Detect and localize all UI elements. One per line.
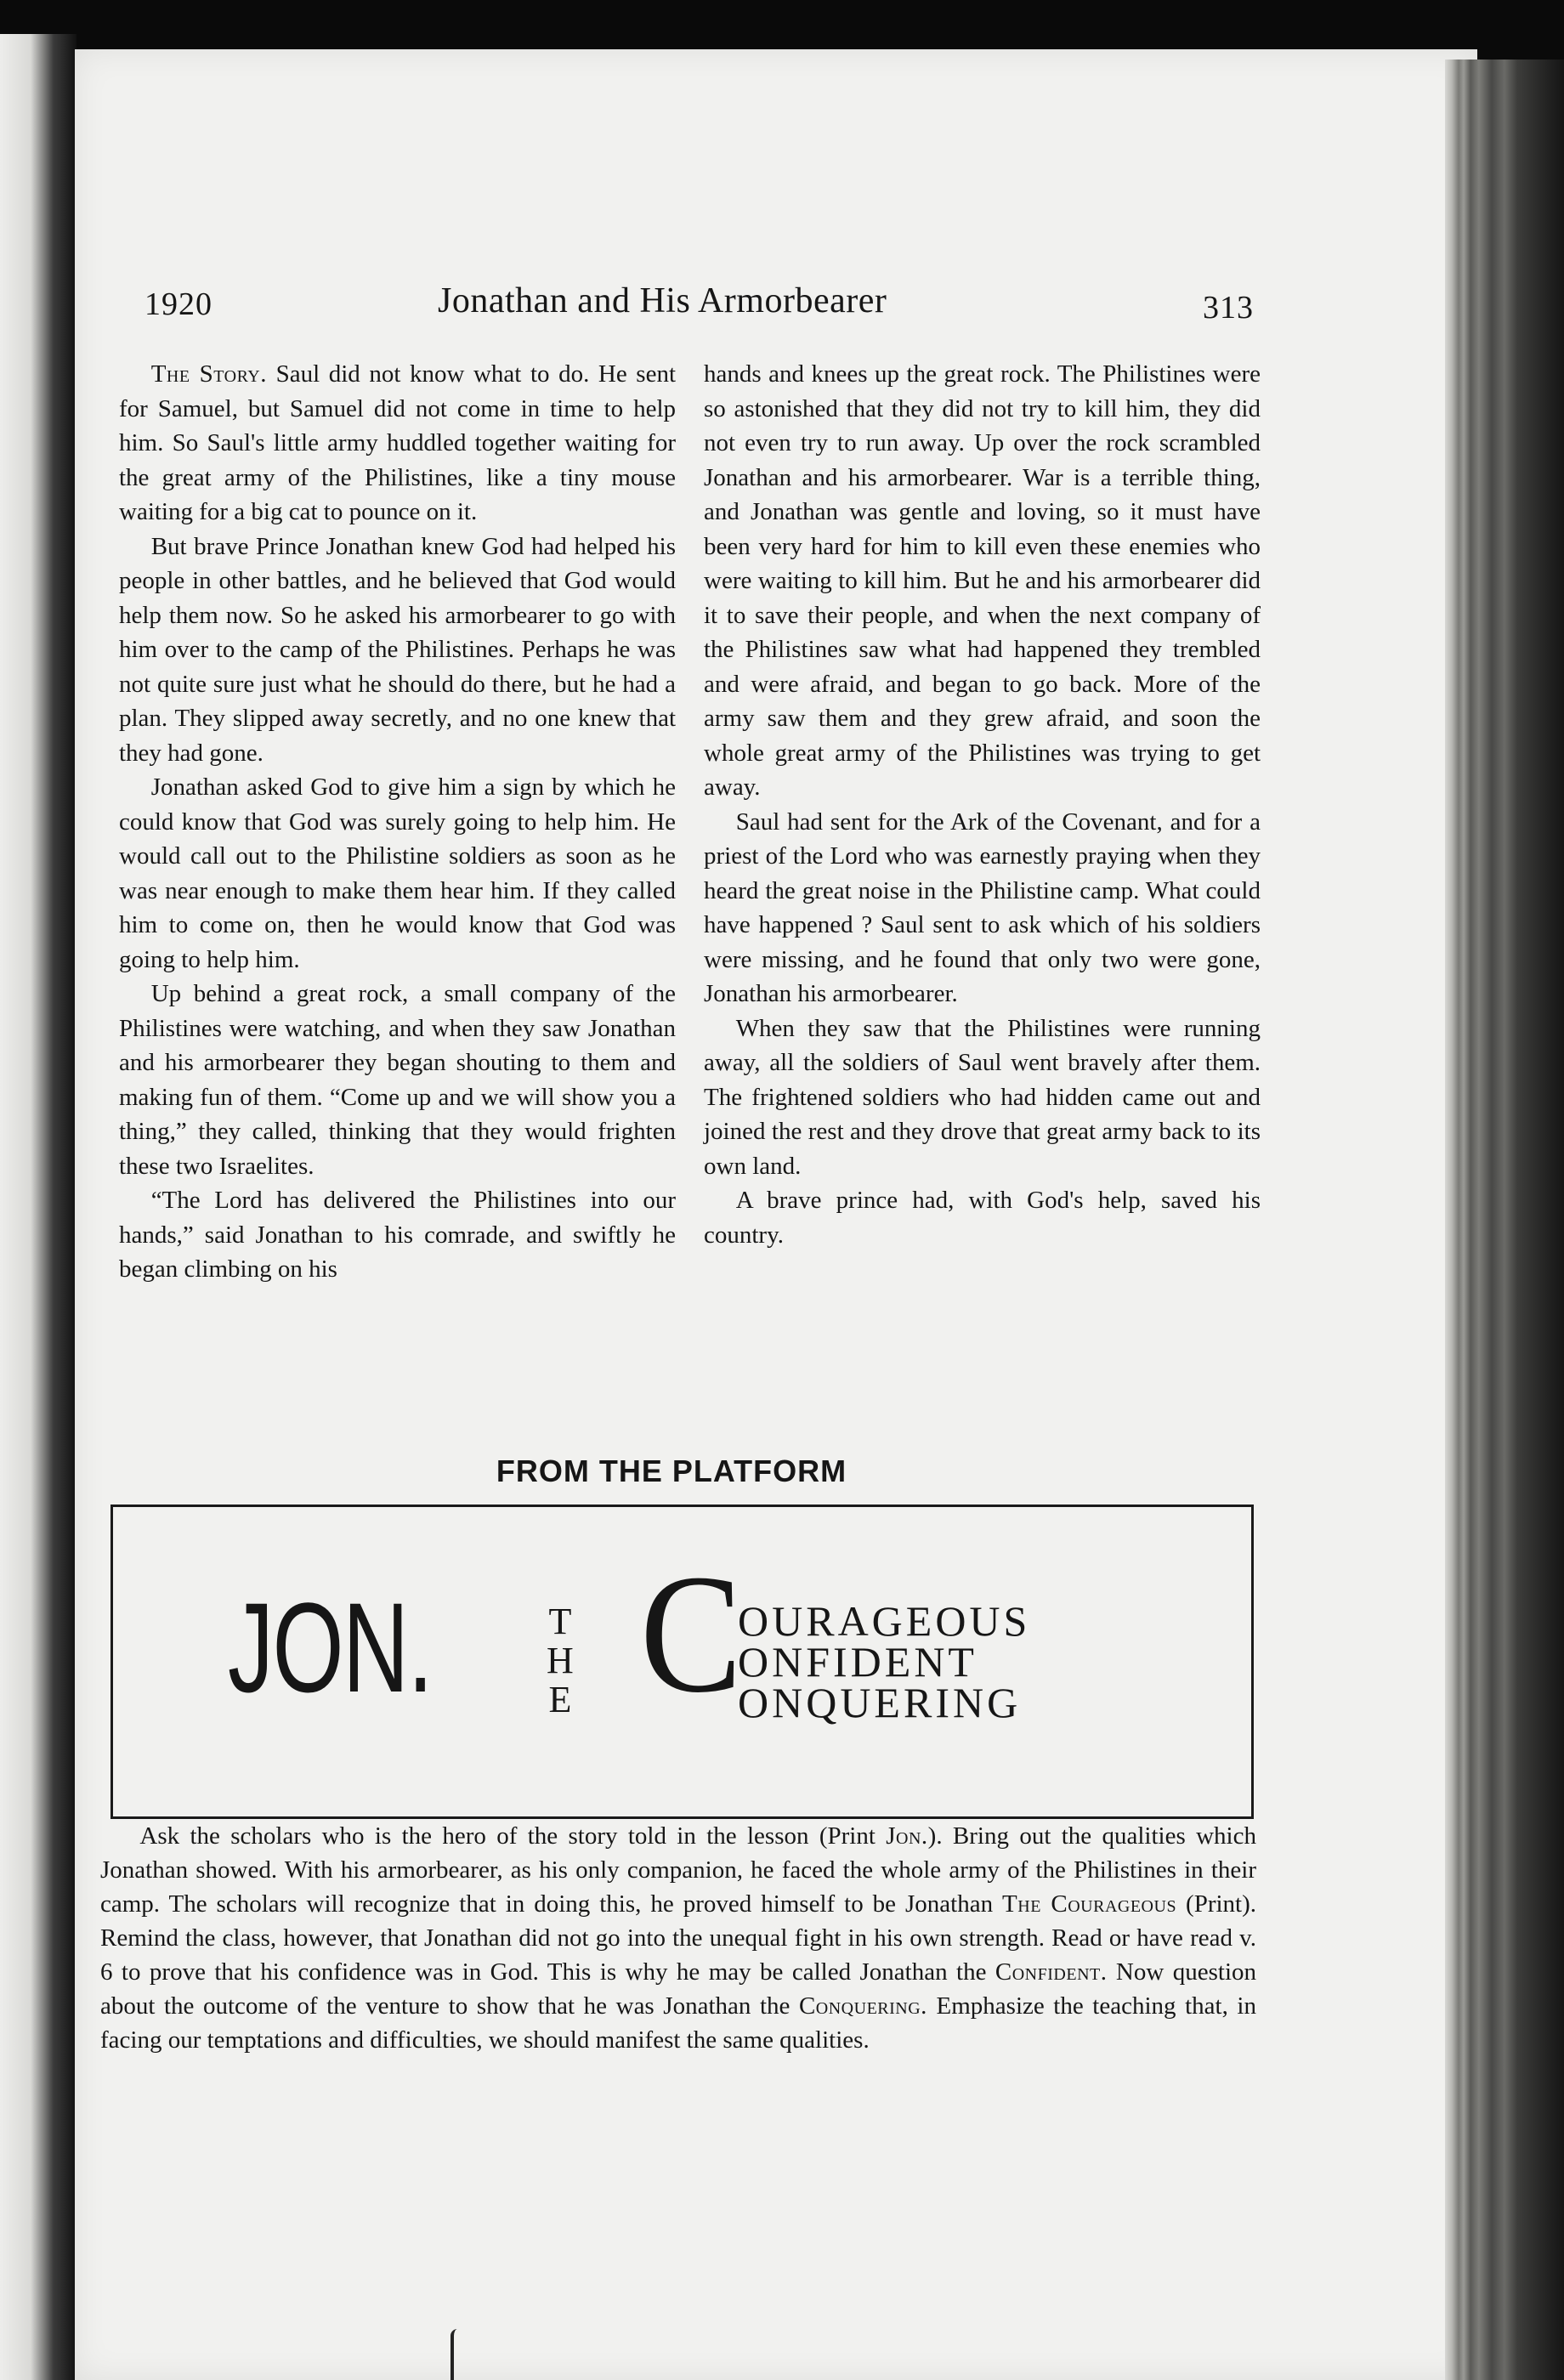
lesson-text: Ask the scholars who is the hero of the story told in the lesson (Print Jon.). Bring out the qualities which Jonathan showed. With his armorbearer, as his only companion, he faced the whole army of the Philistines in their camp. The scholars will recognize that in doing this, he proved himself to be Jonathan The Courageous (Print). Remind the class, however, that Jonathan did not go into the unequal fight in his own strength. Read or have read v. 6 to prove that his confidence was in God. This is why he may be called Jonathan the Confident. Now question about the outcome of the venture to show that he was Jonathan the Conquering. Emphasize the teaching that, in facing our temptations and difficulties, we should manifest the same qualities. bbox=[100, 1822, 1257, 2054]
section-heading: FROM THE PLATFORM bbox=[496, 1454, 847, 1488]
c-word-list bbox=[738, 1597, 1031, 1726]
the-vertical bbox=[547, 1602, 575, 1720]
story-label: The Story. bbox=[150, 360, 267, 388]
page-number: 313 bbox=[1203, 290, 1254, 326]
the-letter: E bbox=[548, 1679, 574, 1720]
story-paragraph: Jonathan asked God to give him a sign by which he could know that God was surely going to help him. He would call out to the Philistine soldiers as soon as he was near enough to make them hear him. If they called him to come on, then he would know that God was going to help him. bbox=[119, 774, 676, 973]
book-spine bbox=[1445, 60, 1564, 2380]
story-paragraph: hands and knees up the great rock. The Philistines were so astonished that they did not try to kill him, they did not even try to run away. Up over the rock scrambled Jonathan and his armorbearer. War is a terrible thing, and Jonathan was gentle and loving, so it must have been very hard for him to kill even these enemies who were waiting to kill him. But he and his armorbearer did it to save their people, and when the next company of the Philistines saw what had happened they trembled and were afraid, and began to go back. More of the army saw them and they grew afraid, and soon the whole great army of the Philistines was trying to get away. bbox=[704, 360, 1261, 801]
story-paragraph: A brave prince had, with God's help, saved his country. bbox=[704, 1187, 1261, 1249]
story-right-column bbox=[704, 357, 1261, 1252]
the-letter: T bbox=[548, 1601, 574, 1642]
running-header bbox=[144, 280, 1292, 332]
story-paragraph: But brave Prince Jonathan knew God had helped his people in other battles, and he believed that God would help them now. So he asked his armorbearer to go with him over to the camp of the Philistines. Perhaps he was not quite sure just what he should do there, but he had a plan. They slipped away secretly, and no one knew that they had gone. bbox=[119, 532, 676, 767]
big-c-letter: C bbox=[640, 1540, 743, 1728]
story-paragraph: “The Lord has delivered the Philistines into our hands,” said Jonathan to his comrade, and swiftly he began climbing on his bbox=[119, 1187, 676, 1283]
lesson-paragraph bbox=[100, 1819, 1256, 2057]
small-caps-jon: Jon. bbox=[886, 1822, 928, 1850]
scan-artifact-mark bbox=[450, 2329, 462, 2380]
small-caps-courageous: The Courageous bbox=[1002, 1890, 1177, 1918]
small-caps-conquering: Conquering. bbox=[798, 1992, 927, 2020]
c-word: OURAGEOUS bbox=[738, 1597, 1031, 1645]
story-paragraph: When they saw that the Philistines were running away, all the soldiers of Saul went bravely after them. The frightened soldiers who had hidden came out and joined the rest and they drove that great army back to its own land. bbox=[704, 1014, 1261, 1180]
jon-label: JON. bbox=[228, 1576, 433, 1719]
story-paragraph: The Story. Saul did not know what to do. He sent for Samuel, but Samuel did not come in time to help him. So Saul's little army huddled together waiting for the great army of the Philistines, like a tiny mouse waiting for a big cat to pounce on it. bbox=[119, 360, 676, 525]
header-title: Jonathan and His Armorbearer bbox=[438, 281, 887, 320]
story-paragraph: Up behind a great rock, a small company of the Philistines were watching, and when they saw Jonathan and his armorbearer they began shouting to them and making fun of them. “Come up and we will show you a thing,” they called, thinking that they would frighten these two Israelites. bbox=[119, 980, 676, 1180]
platform-diagram-box bbox=[110, 1504, 1254, 1819]
small-caps-confident: Confident. bbox=[994, 1958, 1108, 1986]
story-paragraph: Saul had sent for the Ark of the Covenant, and for a priest of the Lord who was earnestly praying when they heard the great noise in the Philistine camp. What could have happened ? Saul sent to ask which of his soldiers were missing, and he found that only two were gone, Jonathan his armorbearer. bbox=[704, 808, 1261, 1007]
c-word: ONQUERING bbox=[738, 1679, 1022, 1726]
header-year: 1920 bbox=[144, 286, 212, 322]
c-word: ONFIDENT bbox=[738, 1638, 978, 1686]
the-letter: H bbox=[547, 1640, 575, 1681]
story-left-column bbox=[119, 357, 676, 1287]
scan-left-edge bbox=[0, 34, 76, 2380]
